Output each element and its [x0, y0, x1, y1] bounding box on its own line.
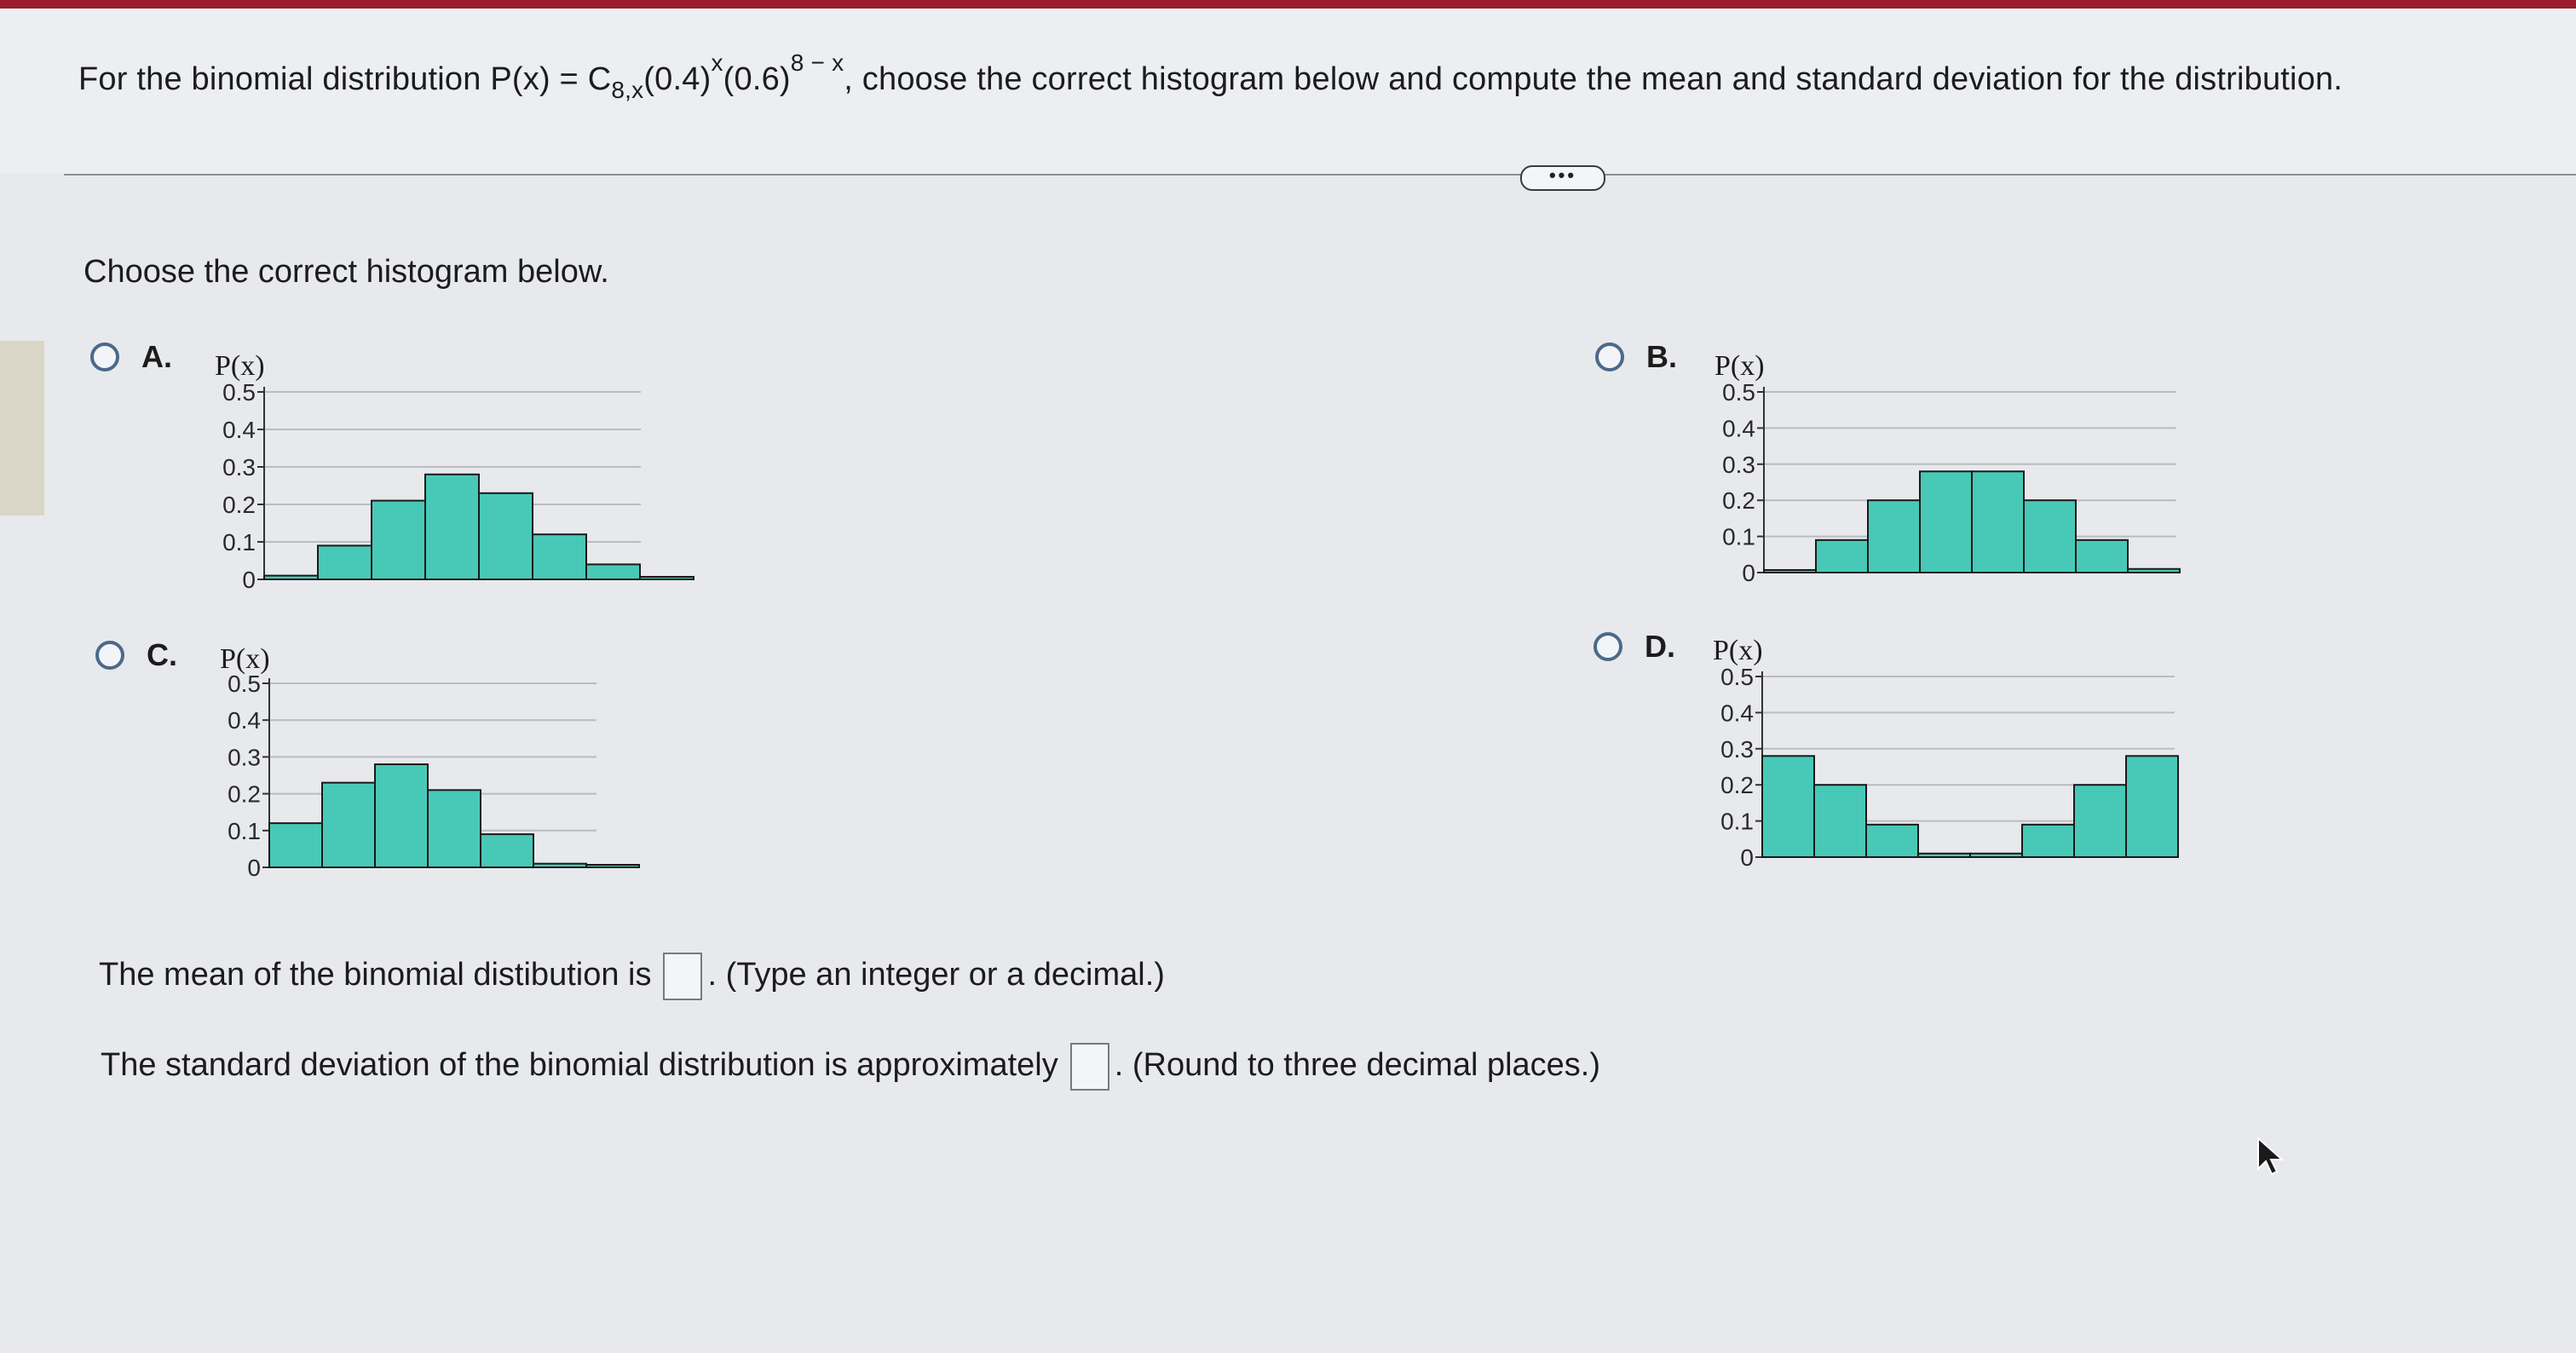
mean-suffix: . (Type an integer or a decimal.) [707, 957, 1165, 993]
question-suffix: , choose the correct histogram below and compute the mean and standard deviation for the distribution. [844, 61, 2343, 97]
instruction-text: Choose the correct histogram below. [84, 254, 609, 290]
histogram-c-svg [205, 641, 614, 888]
question-subscript: 8,x [611, 77, 644, 103]
histogram-b-bar [1816, 540, 1868, 573]
histogram-d [1697, 632, 2192, 884]
mouse-pointer-icon [2256, 1137, 2285, 1180]
histogram-c-ylabel: P(x) [220, 643, 270, 675]
option-c-letter: C. [147, 637, 177, 672]
histogram-d-bar [2074, 785, 2126, 857]
sd-prefix: The standard deviation of the binomial distribution is approximately [101, 1047, 1058, 1084]
histogram-b-tick-label: 0.5 [1722, 379, 1755, 406]
histogram-b-bar [1920, 471, 1972, 573]
histogram-c-tick-label: 0.1 [228, 817, 261, 844]
histogram-d-tick-label: 0.2 [1720, 772, 1754, 799]
histogram-d-bar [2022, 825, 2074, 857]
left-edge-strip [0, 341, 44, 515]
histogram-c-bar [586, 865, 639, 867]
histogram-c-bar [322, 783, 375, 867]
question-base-p: (0.4) [643, 61, 712, 97]
histogram-c-tick-label: 0.5 [228, 671, 261, 697]
sd-input[interactable] [1070, 1043, 1109, 1091]
histogram-d-bar [2126, 756, 2178, 857]
histogram-a-tick-label: 0.4 [222, 417, 256, 443]
option-d-letter: D. [1645, 629, 1675, 664]
histogram-a-bar [425, 475, 479, 579]
histogram-a-bar [372, 501, 425, 579]
histogram-b [1699, 348, 2193, 599]
histogram-b-bar [1764, 570, 1816, 573]
sd-suffix: . (Round to three decimal places.) [1114, 1047, 1601, 1084]
histogram-d-tick-label: 0 [1740, 844, 1754, 871]
histogram-d-svg [1697, 632, 2192, 879]
histogram-b-bar [1972, 471, 2024, 573]
histogram-b-tick-label: 0.2 [1722, 487, 1755, 515]
option-a-radio[interactable] [90, 343, 119, 371]
histogram-c-bar [533, 864, 586, 867]
question-base-q: (0.6) [723, 61, 791, 97]
sd-answer-line [101, 1043, 1600, 1091]
histogram-a [198, 348, 658, 599]
histogram-d-tick-label: 0.4 [1720, 700, 1754, 727]
histogram-a-bar [533, 534, 586, 579]
mean-input[interactable] [663, 953, 702, 1000]
histogram-c-tick-label: 0.3 [228, 744, 261, 771]
histogram-a-bar [318, 545, 372, 579]
histogram-a-tick-label: 0.3 [222, 454, 256, 481]
histogram-c-tick-label: 0 [247, 855, 261, 881]
histogram-d-bar [1814, 785, 1866, 857]
section-divider [64, 174, 2576, 176]
option-a-letter: A. [141, 339, 172, 374]
histogram-a-bar [479, 493, 533, 579]
histogram-d-bar [1866, 825, 1918, 857]
more-options-button[interactable]: ••• [1520, 165, 1605, 191]
histogram-a-bar [264, 576, 318, 579]
histogram-b-bar [2128, 569, 2180, 573]
histogram-b-bar [1868, 500, 1920, 573]
histogram-a-tick-label: 0.1 [222, 529, 256, 556]
histogram-d-tick-label: 0.3 [1720, 735, 1754, 763]
question-prefix: For the binomial distribution P(x) = C [78, 61, 612, 97]
mean-answer-line [99, 953, 1165, 1000]
histogram-c-bar [481, 834, 533, 867]
histogram-b-bar [2076, 540, 2128, 573]
histogram-b-tick-label: 0.3 [1722, 451, 1755, 478]
histogram-a-bar [640, 577, 694, 579]
option-b-letter: B. [1646, 339, 1677, 374]
histogram-c-tick-label: 0.4 [228, 707, 261, 734]
question-exp-x: x [711, 49, 723, 76]
question-text [78, 49, 2343, 104]
histogram-a-tick-label: 0 [242, 567, 256, 593]
histogram-b-tick-label: 0.4 [1722, 415, 1755, 442]
histogram-a-tick-label: 0.2 [222, 492, 256, 518]
histogram-b-bar [2024, 500, 2076, 573]
top-accent-bar [0, 0, 2576, 9]
histogram-d-tick-label: 0.5 [1720, 664, 1754, 690]
histogram-b-tick-label: 0.1 [1722, 523, 1755, 550]
histogram-a-svg [198, 348, 658, 595]
histogram-d-tick-label: 0.1 [1720, 808, 1754, 835]
histogram-a-bar [586, 564, 640, 579]
question-header [0, 9, 2576, 174]
histogram-c [205, 641, 614, 892]
histogram-d-bar [1918, 854, 1970, 857]
histogram-b-ylabel: P(x) [1714, 350, 1765, 382]
histogram-c-bar [428, 790, 481, 867]
histogram-c-bar [269, 823, 322, 867]
histogram-b-tick-label: 0 [1742, 560, 1755, 586]
histogram-c-tick-label: 0.2 [228, 780, 261, 808]
option-b-radio[interactable] [1595, 343, 1624, 371]
histogram-d-ylabel: P(x) [1713, 635, 1763, 666]
histogram-c-bar [375, 764, 428, 867]
histogram-b-svg [1699, 348, 2193, 595]
option-c-radio[interactable] [95, 641, 124, 670]
option-d-radio[interactable] [1593, 632, 1622, 661]
question-exp-q: 8 − x [790, 49, 844, 76]
histogram-d-bar [1762, 756, 1814, 857]
histogram-a-tick-label: 0.5 [222, 379, 256, 406]
histogram-a-ylabel: P(x) [215, 350, 265, 382]
histogram-d-bar [1970, 854, 2022, 857]
mean-prefix: The mean of the binomial distibution is [99, 957, 652, 993]
